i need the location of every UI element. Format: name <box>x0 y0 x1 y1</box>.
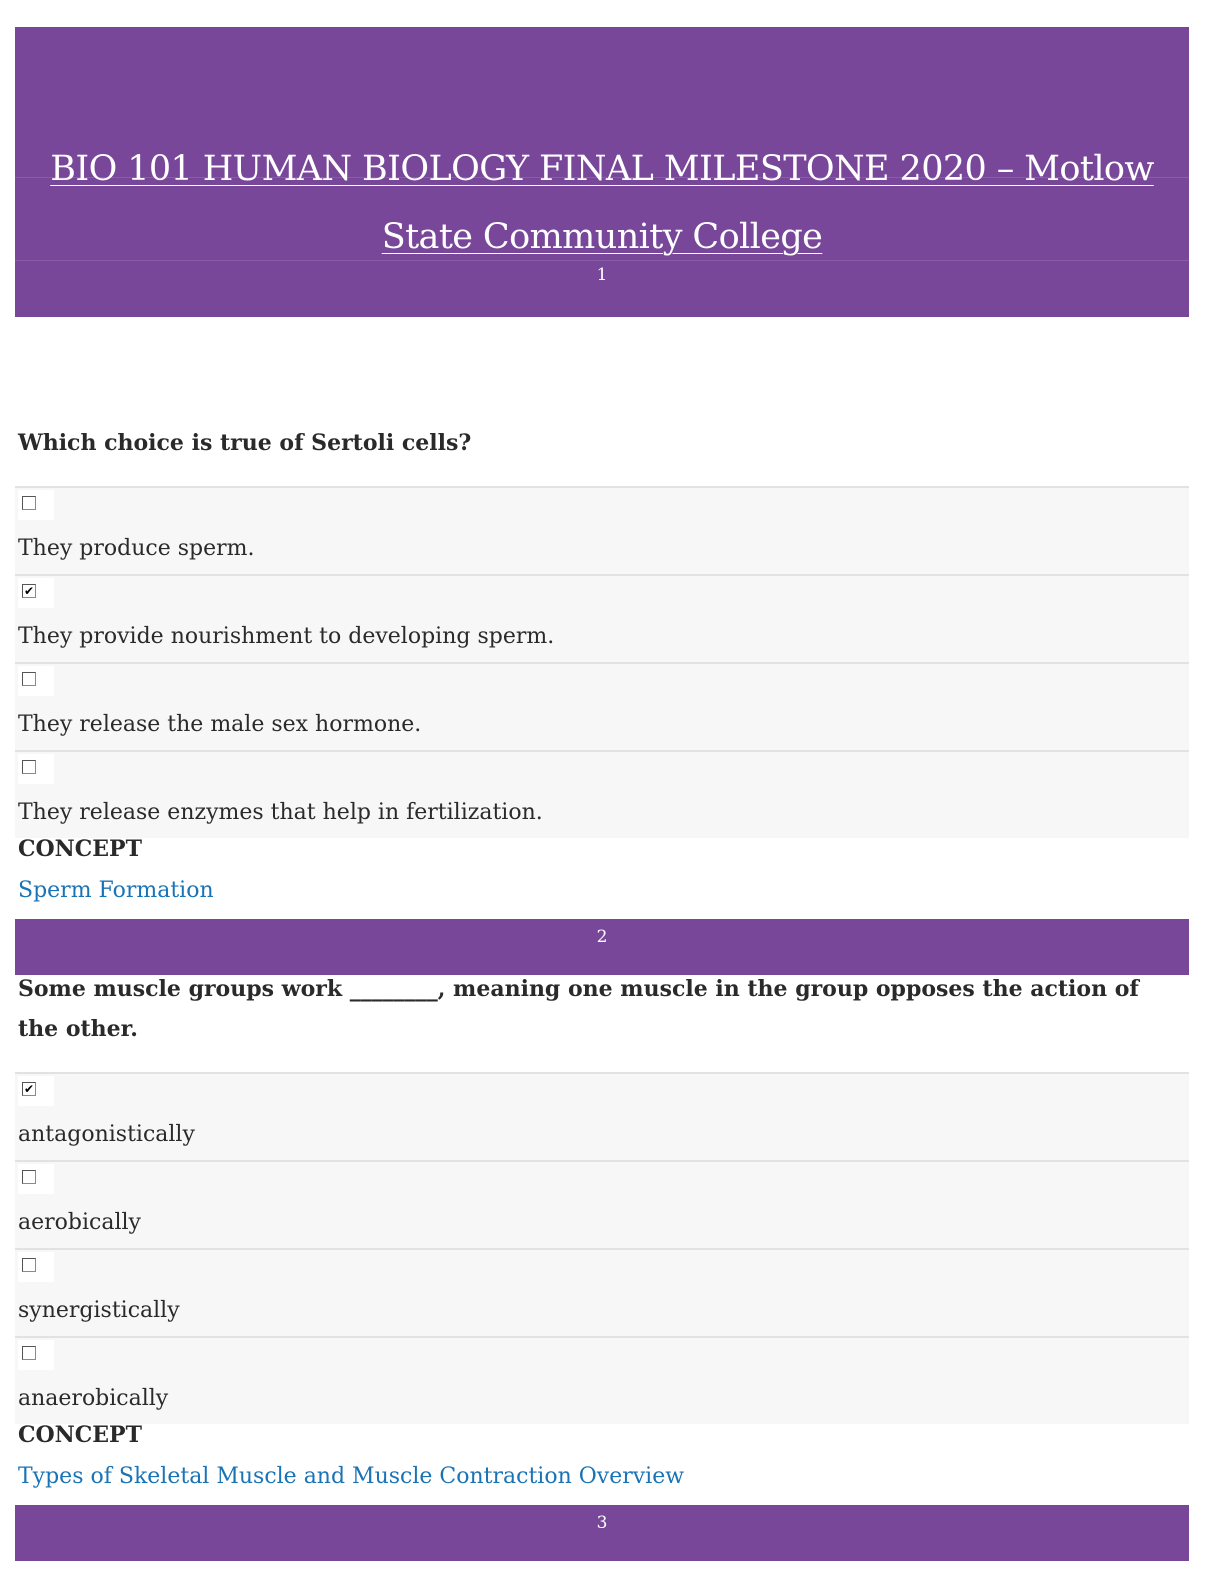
checkbox[interactable] <box>22 1346 36 1360</box>
option-text: They produce sperm. <box>18 536 255 561</box>
option-text: They release enzymes that help in fertilization. <box>18 800 543 825</box>
concept-label: CONCEPT <box>18 1422 142 1448</box>
concept-link[interactable]: Sperm Formation <box>18 878 214 903</box>
checkbox[interactable] <box>22 672 36 686</box>
answer-option[interactable] <box>15 486 1189 574</box>
concept-label: CONCEPT <box>18 836 142 862</box>
prompt-line-1: Some muscle groups work ________, meaning one muscle in the group opposes the action of <box>18 976 1139 1002</box>
checkbox[interactable] <box>22 1258 36 1272</box>
checkbox[interactable]: ✔ <box>23 584 35 598</box>
answer-option[interactable] <box>15 574 1189 662</box>
question-number: 3 <box>596 1513 608 1533</box>
question-number: 1 <box>596 265 608 285</box>
answer-option[interactable] <box>15 1160 1189 1248</box>
concept-link[interactable]: Types of Skeletal Muscle and Muscle Contraction Overview <box>18 1464 685 1489</box>
answer-option[interactable] <box>15 1336 1189 1424</box>
checkbox[interactable] <box>22 496 36 510</box>
question-number-band <box>15 919 1189 975</box>
option-text: aerobically <box>18 1210 141 1235</box>
question-prompt <box>18 969 1178 1049</box>
option-text: They provide nourishment to developing sperm. <box>18 624 555 649</box>
question-prompt: Which choice is true of Sertoli cells? <box>18 430 472 456</box>
option-text: They release the male sex hormone. <box>18 712 422 737</box>
checkbox[interactable] <box>22 1170 36 1184</box>
answer-option[interactable] <box>15 1248 1189 1336</box>
question-number: 2 <box>596 927 608 947</box>
page-header <box>15 27 1189 317</box>
option-text: antagonistically <box>18 1122 195 1147</box>
page-title <box>15 135 1189 271</box>
prompt-line-2: the other. <box>18 1016 138 1042</box>
title-line-1[interactable]: BIO 101 HUMAN BIOLOGY FINAL MILESTONE 2020 – Motlow <box>50 149 1154 189</box>
checkbox[interactable]: ✔ <box>23 1082 35 1096</box>
question-number-band <box>15 1505 1189 1561</box>
answer-option[interactable] <box>15 750 1189 838</box>
answer-option[interactable] <box>15 662 1189 750</box>
option-text: synergistically <box>18 1298 180 1323</box>
title-line-2[interactable]: State Community College <box>381 217 823 257</box>
option-text: anaerobically <box>18 1386 169 1411</box>
answer-option[interactable] <box>15 1072 1189 1160</box>
checkbox[interactable] <box>22 760 36 774</box>
